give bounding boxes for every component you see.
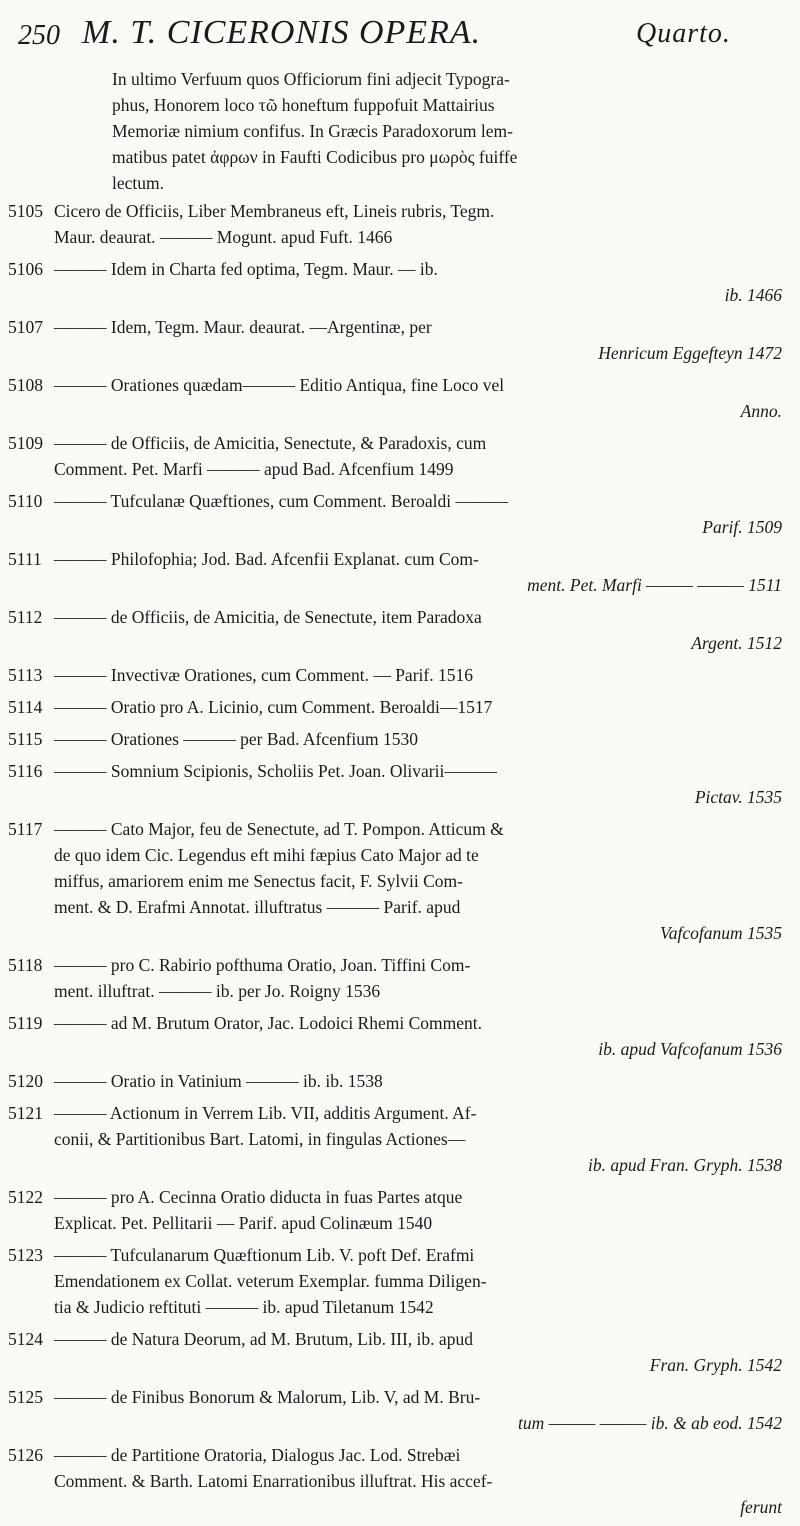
catalogue-entry bbox=[8, 546, 790, 598]
entry-number: 5109 bbox=[8, 433, 43, 453]
page-header bbox=[18, 14, 788, 64]
catalogue-entry bbox=[8, 1384, 790, 1436]
catalogue-entry bbox=[8, 1068, 790, 1094]
entry-line: de quo idem Cic. Legendus eft mihi fæpius Cato Major ad te bbox=[54, 845, 479, 865]
entry-number: 5125 bbox=[8, 1387, 43, 1407]
entry-line: miffus, amariorem enim me Senectus facit, F. Sylvii Com- bbox=[54, 871, 463, 891]
intro-line: phus, Honorem loco τῶ honeftum fuppofuit Mattairius bbox=[112, 95, 495, 115]
catalogue-entry bbox=[8, 488, 790, 540]
entry-line: ——— de Officiis, de Amicitia, de Senectute, item Paradoxa bbox=[54, 607, 482, 627]
entry-line: ib. apud Fran. Gryph. 1538 bbox=[588, 1155, 782, 1175]
catalogue-body bbox=[8, 66, 790, 1526]
running-title: M. T. CICERONIS OPERA. bbox=[82, 14, 482, 51]
catalogue-entry bbox=[8, 1242, 790, 1320]
catalogue-entry bbox=[8, 604, 790, 656]
entry-number: 5122 bbox=[8, 1187, 43, 1207]
entry-line: Fran. Gryph. 1542 bbox=[649, 1355, 782, 1375]
intro-paragraph bbox=[112, 66, 790, 196]
entry-number: 5106 bbox=[8, 259, 43, 279]
catalogue-entry bbox=[8, 1100, 790, 1178]
intro-line: lectum. bbox=[112, 173, 164, 193]
entry-list bbox=[8, 198, 790, 1520]
entry-line: ——— Orationes ——— per Bad. Afcenfium 1530 bbox=[54, 729, 419, 749]
catalogue-entry bbox=[8, 816, 790, 946]
catalogue-entry bbox=[8, 952, 790, 1004]
entry-line: Anno. bbox=[740, 401, 782, 421]
entry-line: Emendationem ex Collat. veterum Exemplar. fumma Diligen- bbox=[54, 1271, 487, 1291]
entry-line: ment. & D. Erafmi Annotat. illuftratus ——— Parif. apud bbox=[54, 897, 461, 917]
entry-number: 5112 bbox=[8, 607, 43, 627]
entry-line: ——— Oratio pro A. Licinio, cum Comment. Beroaldi—1517 bbox=[54, 697, 493, 717]
catalogue-entry bbox=[8, 1442, 790, 1520]
entry-number: 5119 bbox=[8, 1013, 43, 1033]
entry-line: Cicero de Officiis, Liber Membraneus eft, Lineis rubris, Tegm. bbox=[54, 201, 495, 221]
entry-line: ment. illuftrat. ——— ib. per Jo. Roigny 1536 bbox=[54, 981, 381, 1001]
entry-line: tum ——— ——— ib. & ab eod. 1542 bbox=[518, 1413, 782, 1433]
intro-line: matibus patet ἀφρων in Faufti Codicibus pro μωρὸς fuiffe bbox=[112, 147, 518, 167]
catalogue-entry bbox=[8, 726, 790, 752]
catalogue-entry bbox=[8, 430, 790, 482]
entry-number: 5114 bbox=[8, 697, 43, 717]
entry-line: ib. apud Vafcofanum 1536 bbox=[598, 1039, 782, 1059]
entry-line: ——— Philofophia; Jod. Bad. Afcenfii Explanat. cum Com- bbox=[54, 549, 479, 569]
intro-line: In ultimo Verfuum quos Officiorum fini adjecit Typogra- bbox=[112, 69, 510, 89]
entry-line: ——— Idem, Tegm. Maur. deaurat. —Argentinæ, per bbox=[54, 317, 432, 337]
catalogue-entry bbox=[8, 256, 790, 308]
entry-number: 5126 bbox=[8, 1445, 43, 1465]
entry-number: 5105 bbox=[8, 201, 43, 221]
entry-number: 5120 bbox=[8, 1071, 43, 1091]
entry-number: 5117 bbox=[8, 819, 43, 839]
catalogue-entry bbox=[8, 314, 790, 366]
entry-line: ——— pro A. Cecinna Oratio diducta in fuas Partes atque bbox=[54, 1187, 463, 1207]
entry-number: 5107 bbox=[8, 317, 43, 337]
entry-line: ferunt bbox=[740, 1497, 782, 1517]
entry-line: ——— de Natura Deorum, ad M. Brutum, Lib. III, ib. apud bbox=[54, 1329, 473, 1349]
entry-number: 5123 bbox=[8, 1245, 43, 1265]
entry-number: 5108 bbox=[8, 375, 43, 395]
catalogue-entry bbox=[8, 1010, 790, 1062]
entry-line: Parif. 1509 bbox=[702, 517, 782, 537]
entry-line: Pictav. 1535 bbox=[694, 787, 782, 807]
catalogue-entry bbox=[8, 198, 790, 250]
entry-line: ——— Somnium Scipionis, Scholiis Pet. Joan. Olivarii——— bbox=[54, 761, 497, 781]
entry-line: Comment. Pet. Marfi ——— apud Bad. Afcenfium 1499 bbox=[54, 459, 454, 479]
entry-line: ——— Cato Major, feu de Senectute, ad T. Pompon. Atticum & bbox=[54, 819, 504, 839]
entry-number: 5115 bbox=[8, 729, 43, 749]
entry-line: Maur. deaurat. ——— Mogunt. apud Fuft. 1466 bbox=[54, 227, 393, 247]
entry-line: Vafcofanum 1535 bbox=[659, 923, 782, 943]
catalogue-entry bbox=[8, 1184, 790, 1236]
entry-line: tia & Judicio reftituti ——— ib. apud Tiletanum 1542 bbox=[54, 1297, 434, 1317]
entry-line: ——— pro C. Rabirio pofthuma Oratio, Joan. Tiffini Com- bbox=[54, 955, 471, 975]
entry-number: 5116 bbox=[8, 761, 43, 781]
entry-number: 5110 bbox=[8, 491, 43, 511]
entry-line: Argent. 1512 bbox=[691, 633, 782, 653]
entry-number: 5124 bbox=[8, 1329, 43, 1349]
catalogue-entry bbox=[8, 758, 790, 810]
catalogue-entry bbox=[8, 372, 790, 424]
entry-number: 5113 bbox=[8, 665, 43, 685]
entry-line: ment. Pet. Marfi ——— ——— 1511 bbox=[527, 575, 782, 595]
entry-line: ——— de Partitione Oratoria, Dialogus Jac. Lod. Strebæi bbox=[54, 1445, 461, 1465]
entry-line: Henricum Eggefteyn 1472 bbox=[598, 343, 782, 363]
page-number: 250 bbox=[18, 20, 60, 51]
entry-line: ——— ad M. Brutum Orator, Jac. Lodoici Rhemi Comment. bbox=[54, 1013, 482, 1033]
entry-line: ——— Orationes quædam——— Editio Antiqua, fine Loco vel bbox=[54, 375, 505, 395]
intro-line: Memoriæ nimium confifus. In Græcis Paradoxorum lem- bbox=[112, 121, 513, 141]
entry-line: Explicat. Pet. Pellitarii — Parif. apud Colinæum 1540 bbox=[54, 1213, 433, 1233]
entry-line: Comment. & Barth. Latomi Enarrationibus illuftrat. His accef- bbox=[54, 1471, 493, 1491]
entry-line: ——— de Finibus Bonorum & Malorum, Lib. V, ad M. Bru- bbox=[54, 1387, 481, 1407]
catalogue-entry bbox=[8, 1326, 790, 1378]
entry-number: 5118 bbox=[8, 955, 43, 975]
entry-line: ——— Actionum in Verrem Lib. VII, additis Argument. Af- bbox=[54, 1103, 477, 1123]
format-label: Quarto. bbox=[636, 18, 731, 49]
catalogue-entry bbox=[8, 694, 790, 720]
entry-line: ib. 1466 bbox=[724, 285, 782, 305]
entry-number: 5111 bbox=[8, 549, 42, 569]
catalogue-entry bbox=[8, 662, 790, 688]
entry-line: ——— Tufculanarum Quæftionum Lib. V. poft Def. Erafmi bbox=[54, 1245, 475, 1265]
entry-line: conii, & Partitionibus Bart. Latomi, in fingulas Actiones— bbox=[54, 1129, 466, 1149]
entry-line: ——— Tufculanæ Quæftiones, cum Comment. Beroaldi ——— bbox=[54, 491, 509, 511]
entry-line: ——— Invectivæ Orationes, cum Comment. — Parif. 1516 bbox=[54, 665, 473, 685]
entry-line: ——— de Officiis, de Amicitia, Senectute, & Paradoxis, cum bbox=[54, 433, 487, 453]
entry-line: ——— Idem in Charta fed optima, Tegm. Maur. — ib. bbox=[54, 259, 438, 279]
entry-number: 5121 bbox=[8, 1103, 43, 1123]
entry-line: ——— Oratio in Vatinium ——— ib. ib. 1538 bbox=[54, 1071, 383, 1091]
